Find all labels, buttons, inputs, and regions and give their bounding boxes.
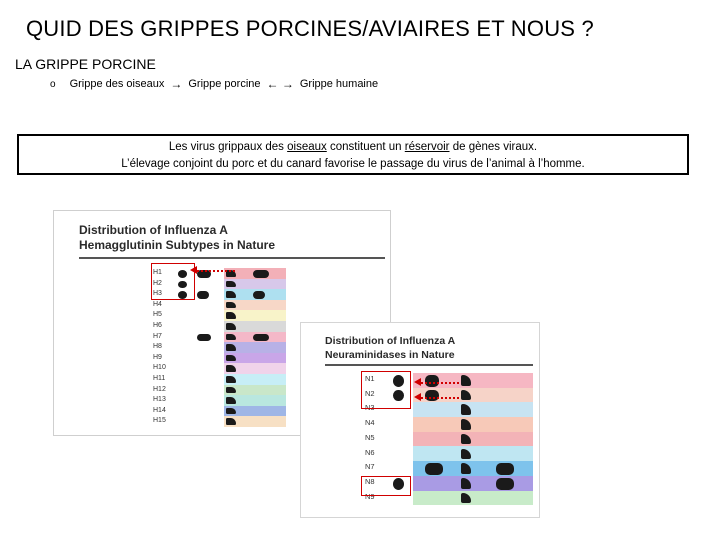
row-label-h5: H5 bbox=[153, 311, 162, 319]
row-label-h12: H12 bbox=[153, 385, 166, 393]
n-red-arrow-2 bbox=[421, 397, 459, 399]
bird-icon bbox=[226, 408, 236, 415]
band-n9 bbox=[413, 491, 533, 506]
h-red-arrow bbox=[197, 270, 235, 272]
figure-n-rule bbox=[325, 364, 533, 366]
band-n3 bbox=[413, 402, 533, 417]
pig-icon bbox=[197, 334, 211, 342]
row-label-n9: N9 bbox=[365, 491, 375, 501]
row-label-n7: N7 bbox=[365, 462, 375, 472]
horse-icon bbox=[253, 334, 269, 342]
figure-h-title-2: Hemagglutinin Subtypes in Nature bbox=[79, 238, 276, 252]
row-label-h14: H14 bbox=[153, 406, 166, 414]
row-label-n2: N2 bbox=[365, 388, 375, 398]
figure-n-title-2: Neuraminidases in Nature bbox=[325, 349, 455, 361]
bird-icon bbox=[226, 334, 236, 341]
bullet-text-human: Grippe humaine bbox=[299, 78, 379, 90]
bird-icon bbox=[226, 355, 236, 362]
figure-n-title-1: Distribution of Influenza A bbox=[325, 335, 456, 347]
band-n6 bbox=[413, 446, 533, 461]
arrow-right-icon: → bbox=[170, 77, 183, 91]
figure-h-rule bbox=[79, 257, 385, 259]
bird-icon bbox=[226, 302, 236, 309]
info-box bbox=[17, 134, 689, 175]
bullet-text-pig: Grippe porcine bbox=[188, 78, 261, 90]
horse-icon bbox=[253, 291, 265, 299]
bullet-marker: o bbox=[50, 78, 56, 90]
bird-icon bbox=[226, 365, 236, 372]
n-red-arrowhead-2 bbox=[414, 393, 421, 401]
band-n5 bbox=[413, 432, 533, 447]
bird-icon bbox=[226, 418, 236, 425]
n1-n2-highlight bbox=[361, 371, 411, 409]
row-label-h7: H7 bbox=[153, 332, 162, 340]
pig-icon bbox=[197, 291, 209, 299]
info-line-1 bbox=[19, 139, 687, 156]
bird-icon bbox=[226, 397, 236, 404]
bird-icon bbox=[226, 344, 236, 351]
row-label-h10: H10 bbox=[153, 364, 166, 372]
horse-icon bbox=[496, 478, 514, 490]
neuraminidase-figure bbox=[300, 322, 540, 518]
row-label-n3: N3 bbox=[365, 403, 375, 413]
horse-icon bbox=[253, 270, 269, 278]
info-text: Les virus grippaux des bbox=[168, 141, 288, 153]
page-title: QUID DES GRIPPES PORCINES/AVIAIRES ET NOUS ? bbox=[26, 16, 594, 41]
arrow-both-icon: ← → bbox=[266, 77, 294, 91]
bird-icon bbox=[226, 281, 236, 288]
row-label-h3: H3 bbox=[153, 290, 162, 298]
row-label-h8: H8 bbox=[153, 343, 162, 351]
row-label-h4: H4 bbox=[153, 300, 162, 308]
bullet-text-birds: Grippe des oiseaux bbox=[69, 78, 165, 90]
bird-icon bbox=[226, 291, 236, 298]
info-text-underlined: oiseaux bbox=[287, 141, 327, 153]
bullet-item bbox=[50, 77, 378, 91]
bird-icon bbox=[226, 312, 236, 319]
mink-icon bbox=[425, 463, 443, 475]
band-n4 bbox=[413, 417, 533, 432]
horse-icon bbox=[496, 463, 514, 475]
pig-icon bbox=[425, 390, 439, 402]
pig-icon bbox=[425, 375, 439, 387]
row-label-h11: H11 bbox=[153, 375, 166, 382]
row-label-h9: H9 bbox=[153, 353, 162, 361]
row-label-n4: N4 bbox=[365, 418, 375, 428]
row-label-n8: N8 bbox=[365, 476, 375, 486]
row-label-n6: N6 bbox=[365, 447, 375, 457]
bird-icon bbox=[226, 376, 236, 383]
bird-icon bbox=[226, 387, 236, 394]
bird-icon bbox=[226, 323, 236, 330]
n-red-arrow-1 bbox=[421, 382, 459, 384]
row-label-n1: N1 bbox=[365, 374, 375, 383]
figure-h-title-1: Distribution of Influenza A bbox=[79, 223, 228, 237]
info-text: de gènes viraux. bbox=[449, 141, 538, 153]
row-label-h13: H13 bbox=[153, 396, 166, 404]
info-line-2: L’élevage conjoint du porc et du canard favorise le passage du virus de l’animal à l’homme. bbox=[121, 158, 585, 170]
row-label-h1: H1 bbox=[153, 269, 162, 276]
section-heading: LA GRIPPE PORCINE bbox=[15, 56, 156, 72]
h-red-arrowhead bbox=[190, 266, 197, 274]
info-text-underlined: réservoir bbox=[404, 141, 450, 153]
row-label-h6: H6 bbox=[153, 322, 162, 329]
n8-highlight bbox=[361, 476, 411, 496]
n-red-arrowhead-1 bbox=[414, 378, 421, 386]
info-text: constituent un bbox=[326, 141, 405, 153]
h1-h3-highlight bbox=[151, 263, 195, 300]
row-label-n5: N5 bbox=[365, 432, 375, 442]
row-label-h15: H15 bbox=[153, 417, 166, 425]
band-n8 bbox=[413, 476, 533, 491]
row-label-h2: H2 bbox=[153, 279, 162, 287]
